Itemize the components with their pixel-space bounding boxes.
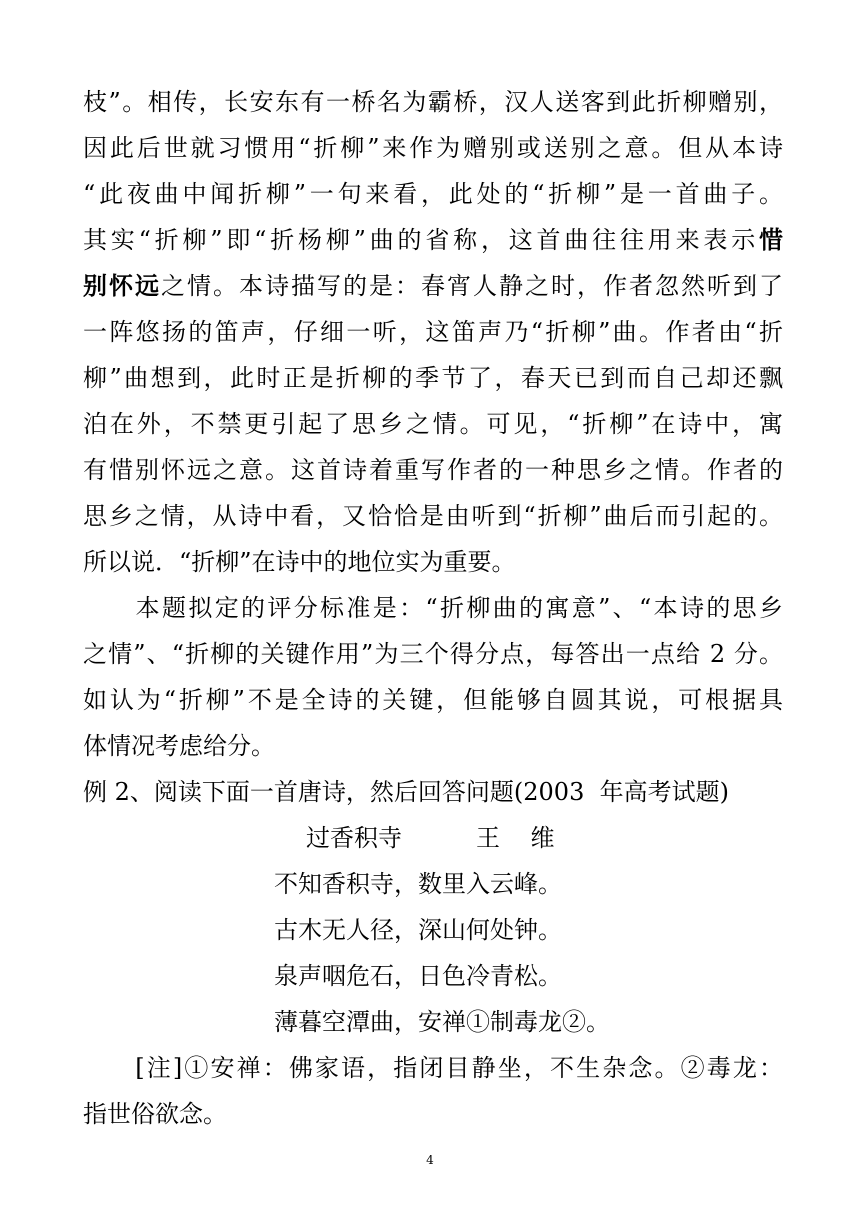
paragraph2-line-3: 如认为“折柳”不是全诗的关键，但能够自圆其说，可根据具	[83, 686, 783, 714]
paragraph2-line-1: 本题拟定的评分标准是：“折柳曲的寓意”、“本诗的思乡	[83, 594, 783, 622]
bold-text-bie-huai-yuan: 别怀远	[83, 271, 161, 300]
paragraph1-line-6: 一阵悠扬的笛声，仔细一听，这笛声乃“折柳”曲。作者由“折	[83, 318, 783, 346]
paragraph1-line-10: 思乡之情，从诗中看，又恰恰是由听到“折柳”曲后而引起的。	[83, 502, 783, 530]
paragraph1-line-7: 柳”曲想到，此时正是折柳的季节了，春天已到而自己却还飘	[83, 364, 783, 392]
paragraph1-line-11: 所以说．“折柳”在诗中的地位实为重要。	[83, 548, 516, 576]
paragraph1-line-8: 泊在外，不禁更引起了思乡之情。可见，“折柳”在诗中，寓	[83, 410, 783, 438]
notes-line-1: [注]①安禅：佛家语，指闭目静坐，不生杂念。②毒龙：	[83, 1054, 783, 1082]
bold-text-xi: 惜	[759, 225, 783, 254]
poem-title: 过香积寺	[306, 824, 402, 852]
paragraph1-line-5-text: 之情。本诗描写的是：春宵人静之时，作者忽然听到了	[161, 272, 783, 300]
example2-heading: 例 2、阅读下面一首唐诗，然后回答问题(2003 年高考试题)	[83, 778, 729, 806]
paragraph1-line-4-text: 其实“折柳”即“折杨柳”曲的省称，这首曲往往用来表示	[83, 226, 759, 254]
paragraph1-line-2: 因此后世就习惯用“折柳”来作为赠别或送别之意。但从本诗	[83, 134, 783, 162]
poem-line-4: 薄暮空潭曲，安禅①制毒龙②。	[274, 1008, 610, 1036]
paragraph2-line-2: 之情”、“折柳的关键作用”为三个得分点，每答出一点给 2 分。	[83, 640, 783, 668]
paragraph1-line-9: 有惜别怀远之意。这首诗着重写作者的一种思乡之情。作者的	[83, 456, 783, 484]
paragraph1-line-1: 枝”。相传，长安东有一桥名为霸桥，汉人送客到此折柳赠别，	[83, 88, 783, 116]
page-number: 4	[426, 1153, 434, 1167]
poem-line-1: 不知香积寺，数里入云峰。	[274, 870, 562, 898]
poem-line-3: 泉声咽危石，日色冷青松。	[274, 962, 562, 990]
paragraph1-line-4	[83, 217, 783, 263]
poem-author: 王 维	[476, 824, 555, 852]
poem-line-2: 古木无人径，深山何处钟。	[274, 916, 562, 944]
paragraph1-line-5	[83, 263, 783, 309]
paragraph2-line-4: 体情况考虑给分。	[83, 732, 275, 760]
notes-line-2: 指世俗欲念。	[83, 1100, 227, 1128]
paragraph1-line-3: “此夜曲中闻折柳”一句来看，此处的“折柳”是一首曲子。	[83, 180, 783, 208]
